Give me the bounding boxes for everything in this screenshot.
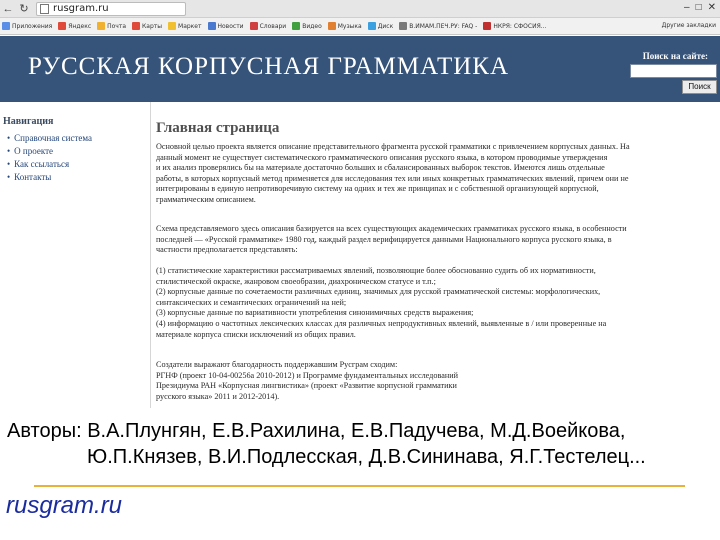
sidebar-item-citation[interactable]: • Как ссылаться <box>7 159 70 169</box>
dictionary-icon <box>250 22 258 30</box>
address-text: rusgram.ru <box>53 2 109 14</box>
bookmark-yandex[interactable]: Яндекс <box>58 22 91 30</box>
reload-icon[interactable]: ↻ <box>19 3 29 15</box>
bookmark-disk[interactable]: Диск <box>368 22 394 30</box>
sidebar-item-contacts[interactable]: • Контакты <box>7 172 52 182</box>
search-label: Поиск на сайте: <box>642 51 708 61</box>
maximize-button[interactable]: □ <box>695 2 702 13</box>
divider-line <box>34 485 685 487</box>
bullet-icon: • <box>7 133 11 143</box>
apps-icon <box>2 22 10 30</box>
schema-paragraph: Схема представляемого здесь описания базируется на всех существующих академических грамматиках русского языка, в особенности последней — «Русской грамматике» 1980 год, каждый раздел верифицируется данными Национального корпуса русского языка, в частности предполагается представлять: <box>156 224 627 255</box>
news-icon <box>208 22 216 30</box>
search-button[interactable]: Поиск <box>682 80 717 94</box>
bookmarks-bar <box>0 18 720 35</box>
corpus-icon <box>483 22 491 30</box>
close-button[interactable]: ✕ <box>707 2 716 13</box>
intro-paragraph: Основной целью проекта является описание представительного фрагмента русской грамматики с привлечением корпусных данных. На данный момент не существует систематического грамматического описания русского языка, в котором проводимые утверждения и их анализ проверялись бы на материале достаточно больших и сбалансированных выборок текстов. Имеются лишь отдельные работы, в которых корпусный метод применяется для исследования тех или иных конкретных грамматических явлений, причем они не интегрированы в единую непротиворечивую систему на одних и тех же принципах и с собственной организующей корпусной, грамматическим описанием. <box>156 142 630 204</box>
bookmark-video[interactable]: Видео <box>292 22 322 30</box>
browser-toolbar <box>0 0 720 18</box>
bookmark-mail[interactable]: Почта <box>97 22 126 30</box>
page-title: Главная страница <box>156 120 280 136</box>
sidebar-divider <box>150 102 151 408</box>
footer-site-url[interactable]: rusgram.ru <box>6 492 123 519</box>
search-input[interactable] <box>630 64 717 78</box>
sidebar-item-reference[interactable]: • Справочная система <box>7 133 93 143</box>
minimize-button[interactable]: – <box>684 2 690 13</box>
bookmark-market[interactable]: Маркет <box>168 22 201 30</box>
bookmark-dictionaries[interactable]: Словари <box>250 22 287 30</box>
video-icon <box>292 22 300 30</box>
bookmark-nkrya[interactable]: НКРЯ: СФОСИЯ... <box>483 22 546 30</box>
authors-line-1: Авторы: В.А.Плунгян, Е.В.Рахилина, Е.В.Падучева, М.Д.Воейкова, <box>7 420 626 442</box>
bullet-icon: • <box>7 172 11 182</box>
maps-icon <box>132 22 140 30</box>
address-bar[interactable] <box>36 2 186 16</box>
sidebar <box>0 102 150 408</box>
slide-caption <box>0 408 720 540</box>
page-icon <box>40 4 49 14</box>
other-bookmarks[interactable]: Другие закладки <box>661 22 716 29</box>
faq-icon <box>399 22 407 30</box>
bookmark-faq[interactable]: В.ИМАМ.ПЕЧ.РУ: FAQ - <box>399 22 477 30</box>
site-title[interactable]: РУССКАЯ КОРПУСНАЯ ГРАММАТИКА <box>28 53 510 80</box>
bullet-icon: • <box>7 159 11 169</box>
bookmark-news[interactable]: Новости <box>208 22 244 30</box>
bullet-icon: • <box>7 146 11 156</box>
yandex-icon <box>58 22 66 30</box>
authors-line-2: Ю.П.Князев, В.И.Подлесская, Д.В.Сининава, Я.Г.Тестелец... <box>87 446 646 468</box>
authors-text <box>7 418 646 470</box>
music-icon <box>328 22 336 30</box>
sidebar-title: Навигация <box>3 116 54 127</box>
market-icon <box>168 22 176 30</box>
acknowledgements: Создатели выражают благодарность поддержавшим Русграм сходим: РГНФ (проект 10-04-00256а 2010-2012) и Программе фундаментальных исследований Президиума РАН «Корпусная лингвистика» (проект «Развитие корпусной грамматики русского языка» 2011 и 2012-2014). <box>156 360 458 401</box>
disk-icon <box>368 22 376 30</box>
back-arrow-icon[interactable]: ← <box>2 2 14 15</box>
site-header <box>0 36 720 102</box>
window-controls <box>684 2 716 13</box>
bookmark-maps[interactable]: Карты <box>132 22 162 30</box>
features-list: (1) статистические характеристики рассматриваемых явлений, позволяющие более обоснованно судить об их нормативности, стилистической окраске, жанровом своеобразии, диахроническом статусе и т.п.; (2) корпусные данные по сочетаемости различных единиц, значимых для русской грамматической системы: морфологических, синтаксических и семантических ограничений на ней; (3) корпусные данные по вариативности употребления синонимичных средств выражения; (4) информацию о частотных лексических классах для различных непродуктивных явлений, выявленные в / или проверенные на материале корпуса списки исключений из общих правил. <box>156 266 607 339</box>
mail-icon <box>97 22 105 30</box>
bookmark-music[interactable]: Музыка <box>328 22 362 30</box>
main-content <box>156 102 716 408</box>
bookmark-apps[interactable]: Приложения <box>2 22 52 30</box>
sidebar-item-about[interactable]: • О проекте <box>7 146 54 156</box>
sidebar-nav <box>7 132 92 184</box>
